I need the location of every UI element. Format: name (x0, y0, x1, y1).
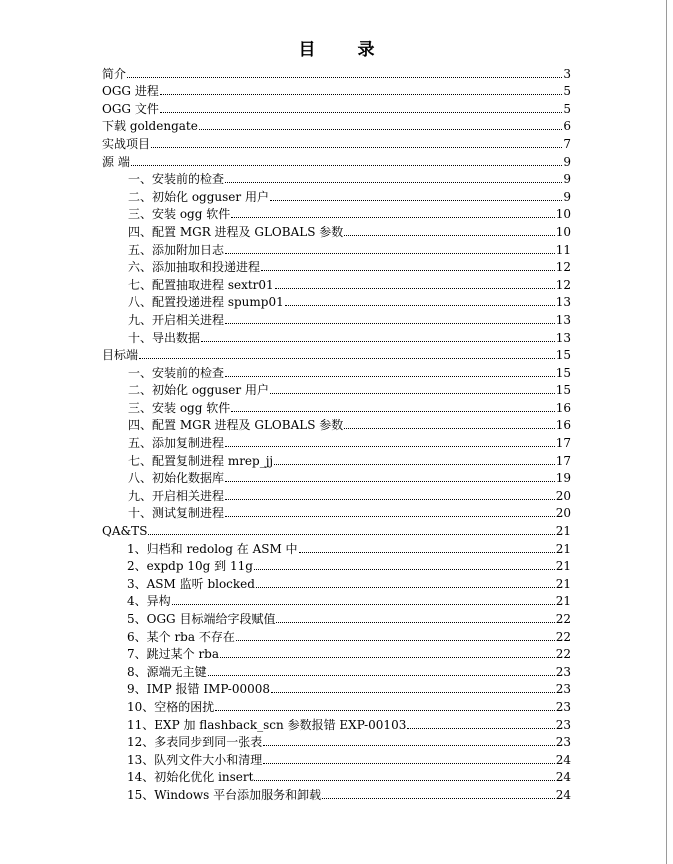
toc-dot-leader (225, 446, 555, 447)
toc-entry[interactable] (102, 608, 571, 626)
toc-entry-label: 源 端 (102, 154, 130, 169)
toc-dot-leader (285, 305, 555, 306)
toc-page-number: 13 (555, 295, 571, 310)
toc-dot-leader (231, 411, 555, 412)
toc-page-number: 13 (555, 330, 571, 345)
toc-entry[interactable] (102, 784, 571, 802)
toc-entry[interactable] (102, 573, 571, 591)
toc-page-number: 21 (555, 524, 571, 539)
toc-entry-label: 七、配置抽取进程 sextr01 (128, 277, 274, 292)
toc-entry[interactable] (102, 274, 571, 292)
toc-entry[interactable] (102, 397, 571, 415)
toc-page-number: 20 (555, 506, 571, 521)
toc-entry-label: 简介 (102, 66, 127, 81)
toc-entry[interactable] (102, 696, 571, 714)
toc-dot-leader (254, 780, 554, 781)
toc-entry-label: 下载 goldengate (102, 119, 198, 134)
toc-page-number: 13 (555, 312, 571, 327)
toc-entry-label: 9、IMP 报错 IMP-00008 (127, 682, 271, 697)
toc-entry-label: 12、多表同步到同一张表 (127, 735, 263, 750)
toc-entry-label: 6、某个 rba 不存在 (127, 629, 235, 644)
toc-entry-label: 四、配置 MGR 进程及 GLOBALS 参数 (128, 224, 344, 239)
toc-entry-label: 四、配置 MGR 进程及 GLOBALS 参数 (128, 418, 344, 433)
toc-entry[interactable] (102, 415, 571, 433)
toc-dot-leader (172, 604, 555, 605)
toc-dot-leader (225, 516, 555, 517)
toc-page-number: 23 (555, 682, 571, 697)
toc-page-number: 15 (555, 383, 571, 398)
toc-entry-label: 2、expdp 10g 到 11g (127, 559, 253, 574)
toc-entry-label: 二、初始化 ogguser 用户 (128, 189, 269, 204)
toc-entry-label: 八、配置投递进程 spump01 (128, 295, 284, 310)
toc-dot-leader (139, 358, 555, 359)
toc-entry-label: OGG 文件 (102, 101, 159, 116)
toc-entry[interactable] (102, 556, 571, 574)
toc-page-number: 17 (555, 453, 571, 468)
toc-entry[interactable] (102, 432, 571, 450)
toc-entry[interactable] (102, 81, 571, 99)
toc-page-number: 23 (555, 664, 571, 679)
toc-entry[interactable] (102, 133, 571, 151)
toc-dot-leader (344, 235, 554, 236)
toc-page-number: 20 (555, 488, 571, 503)
toc-dot-leader (208, 675, 555, 676)
toc-dot-leader (148, 534, 554, 535)
toc-page-number: 5 (563, 101, 571, 116)
toc-page-number: 12 (555, 260, 571, 275)
toc-dot-leader (201, 341, 555, 342)
toc-entry[interactable] (102, 292, 571, 310)
toc-entry-label: 三、安装 ogg 软件 (128, 400, 231, 415)
toc-entry[interactable] (102, 749, 571, 767)
toc-entry[interactable] (102, 327, 571, 345)
toc-entry[interactable] (102, 591, 571, 609)
toc-entry-label: 一、安装前的检查 (128, 365, 225, 380)
toc-entry-label: 5、OGG 目标端给字段赋值 (127, 612, 276, 626)
toc-entry[interactable] (102, 239, 571, 257)
toc-entry[interactable] (102, 485, 571, 503)
toc-entry[interactable] (102, 380, 571, 398)
toc-page-number: 9 (563, 154, 571, 169)
toc-entry-label: 十、导出数据 (128, 330, 201, 345)
toc-entry[interactable] (102, 257, 571, 275)
toc-page-number: 21 (555, 541, 571, 556)
toc-page-number: 3 (563, 66, 571, 81)
toc-entry[interactable] (102, 732, 571, 750)
toc-entry-label: 1、归档和 redolog 在 ASM 中 (127, 541, 298, 556)
toc-dot-leader (127, 77, 562, 78)
toc-dot-leader (225, 481, 555, 482)
toc-entry[interactable] (102, 63, 571, 81)
toc-entry[interactable] (102, 468, 571, 486)
toc-page-number: 10 (555, 224, 571, 239)
toc-dot-leader (275, 288, 555, 289)
page-right-edge (666, 0, 667, 864)
toc-dot-leader (131, 165, 563, 166)
toc-dot-leader (274, 464, 555, 465)
toc-page-number: 12 (555, 277, 571, 292)
toc-page-number: 9 (563, 189, 571, 204)
toc-entry[interactable] (102, 98, 571, 116)
toc-dot-leader (407, 728, 554, 729)
toc-dot-leader (151, 147, 562, 148)
toc-page-number: 23 (555, 717, 571, 732)
toc-page-number: 19 (555, 471, 571, 486)
toc-dot-leader (236, 640, 555, 641)
toc-dot-leader (322, 798, 555, 799)
toc-page-number: 21 (555, 594, 571, 609)
toc-dot-leader (270, 393, 555, 394)
toc-dot-leader (199, 129, 563, 130)
toc-entry[interactable] (102, 204, 571, 222)
toc-page-number: 24 (555, 752, 571, 767)
toc-entry-label: QA&TS (102, 524, 148, 539)
toc-dot-leader (225, 499, 555, 500)
toc-dot-leader (225, 376, 555, 377)
toc-dot-leader (225, 323, 555, 324)
toc-entry[interactable] (102, 714, 571, 732)
toc-dot-leader (254, 569, 555, 570)
toc-page-number: 21 (555, 559, 571, 574)
toc-entry[interactable] (102, 309, 571, 327)
toc-entry-label: 五、添加复制进程 (128, 436, 225, 451)
toc-dot-leader (299, 552, 555, 553)
toc-entry-label: 15、Windows 平台添加服务和卸载 (127, 787, 322, 802)
toc-dot-leader (256, 587, 555, 588)
toc-entry[interactable] (102, 538, 571, 556)
toc-entry-label: 八、初始化数据库 (128, 471, 225, 486)
toc-page-number: 22 (555, 647, 571, 662)
toc-entry-label: 六、添加抽取和投递进程 (128, 260, 261, 275)
toc-dot-leader (263, 763, 554, 764)
toc-entry-label: 7、跳过某个 rba (127, 647, 220, 662)
toc-page-number: 9 (563, 172, 571, 187)
toc-dot-leader (263, 745, 554, 746)
toc-page-number: 22 (555, 629, 571, 644)
toc-title: 目 录 (298, 40, 393, 60)
toc-dot-leader (271, 692, 555, 693)
toc-page-number: 15 (555, 348, 571, 363)
toc-page-number: 23 (555, 735, 571, 750)
toc-entry[interactable] (102, 503, 571, 521)
toc-entry[interactable] (102, 661, 571, 679)
toc-dot-leader (231, 217, 555, 218)
toc-entry-label: 十、测试复制进程 (128, 506, 225, 521)
toc-entry-label: 九、开启相关进程 (128, 488, 225, 503)
toc-page-number: 15 (555, 365, 571, 380)
toc-entry-label: OGG 进程 (102, 84, 159, 99)
toc-page-number: 16 (555, 418, 571, 433)
toc-entry-label: 三、安装 ogg 软件 (128, 207, 231, 222)
toc-dot-leader (270, 200, 562, 201)
toc-page-number: 21 (555, 576, 571, 591)
toc-dot-leader (160, 94, 563, 95)
toc-entry-label: 二、初始化 ogguser 用户 (128, 383, 269, 398)
toc-entry[interactable] (102, 186, 571, 204)
toc-dot-leader (261, 270, 555, 271)
toc-dot-leader (220, 657, 555, 658)
toc-entry-label: 五、添加附加日志 (128, 242, 225, 257)
toc-dot-leader (276, 622, 554, 623)
toc-page-number: 23 (555, 699, 571, 714)
toc-page-number: 11 (555, 242, 571, 257)
toc-entry[interactable] (102, 362, 571, 380)
toc-page-number: 10 (555, 207, 571, 222)
toc-entry[interactable] (102, 169, 571, 187)
toc-dot-leader (160, 112, 563, 113)
toc-entry-label: 13、队列文件大小和清理 (127, 752, 263, 767)
toc-page-number: 17 (555, 436, 571, 451)
toc-dot-leader (344, 428, 554, 429)
toc-entry-label: 14、初始化优化 insert (127, 770, 254, 785)
toc-entry[interactable] (102, 116, 571, 134)
toc-entry-label: 目标端 (102, 348, 139, 363)
toc-page-number: 16 (555, 400, 571, 415)
toc-dot-leader (225, 253, 555, 254)
toc-entry-label: 七、配置复制进程 mrep_jj (128, 453, 274, 468)
toc-entry[interactable] (102, 679, 571, 697)
toc-entry[interactable] (102, 520, 571, 538)
toc-page-number: 22 (555, 612, 571, 626)
toc-entry-label: 3、ASM 监听 blocked (127, 576, 255, 591)
toc-page-number: 5 (563, 84, 571, 99)
toc-entry[interactable] (102, 345, 571, 363)
toc-dot-leader (215, 710, 554, 711)
toc-page-number: 24 (555, 787, 571, 802)
toc-entry[interactable] (102, 221, 571, 239)
toc-entry-label: 11、EXP 加 flashback_scn 参数报错 EXP-00103 (127, 717, 407, 732)
toc-entry-label: 8、源端无主键 (127, 664, 207, 679)
toc-entry[interactable] (102, 626, 571, 644)
toc-page-number: 24 (555, 770, 571, 785)
toc-entry-label: 10、空格的困扰 (127, 699, 215, 714)
toc-entry[interactable] (102, 644, 571, 662)
toc-entry-label: 实战项目 (102, 136, 151, 151)
toc-entry[interactable] (102, 151, 571, 169)
toc-page-number: 6 (563, 119, 571, 134)
toc-entry[interactable] (102, 450, 571, 468)
toc-entry[interactable] (102, 767, 571, 785)
toc-entry-label: 九、开启相关进程 (128, 312, 225, 327)
toc-dot-leader (225, 182, 562, 183)
toc-entry-label: 4、异构 (127, 594, 171, 609)
toc-page-number: 7 (563, 136, 571, 151)
toc-entry-label: 一、安装前的检查 (128, 172, 225, 187)
table-of-contents (102, 63, 571, 802)
